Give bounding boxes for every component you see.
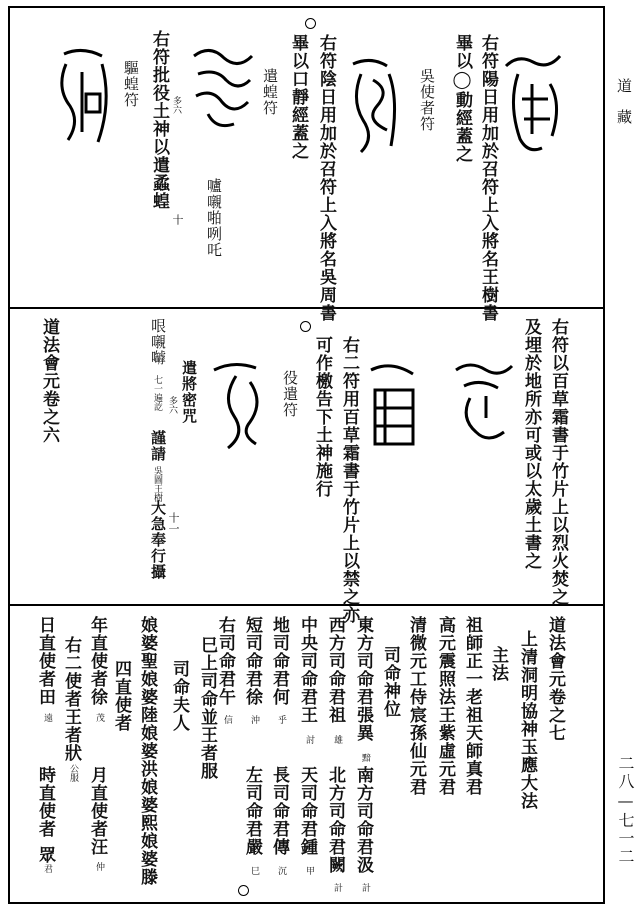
deity-line: 年直使者徐: [87, 616, 107, 706]
deity-line: 祖師正一老祖天師真君: [462, 616, 482, 796]
heading: 主法: [488, 646, 508, 682]
deity-line: 右二使者王者狀: [61, 636, 81, 762]
heading: 司命夫人: [169, 660, 189, 732]
punct-dot: [300, 321, 311, 332]
deity-line: 地司命君何: [269, 616, 289, 706]
text-column: 右符陽日用加於召符上入將名王樹書: [478, 34, 498, 322]
text-column: 畢以口靜經蓋之: [288, 34, 308, 160]
section-divider-1: [8, 307, 605, 309]
deity-line: 娘婆聖娘婆陸娘婆洪娘婆熙娘婆滕: [137, 616, 157, 886]
deity-line: 高元震照法王紫虛元君: [435, 616, 455, 796]
small-note: 乎: [276, 715, 286, 724]
heading: 司命神位: [380, 646, 400, 718]
deity-line: 巳上司命並王者服: [197, 636, 217, 780]
deity-line: 月直使者汪: [87, 766, 107, 856]
small-note: 公服: [68, 764, 78, 782]
text-column: 畢以◯動經蓋之: [452, 34, 472, 163]
small-note: 沉: [276, 866, 286, 875]
text-column: 及埋於地所亦可或以太歲土書之: [521, 318, 541, 570]
talisman-caption: 遣將密咒: [180, 360, 198, 424]
talisman-glyph-qian-2: [206, 352, 270, 452]
deity-line: 東方司命君張異: [353, 616, 373, 742]
small-note: 仲: [94, 862, 104, 871]
chant-text: 謹請: [149, 430, 167, 462]
talisman-caption: 吳使者符: [418, 68, 436, 132]
chant-text: 大急奉行攝: [149, 500, 167, 580]
deity-line: 天司命君鍾: [297, 766, 317, 856]
small-note: 甲: [304, 866, 314, 875]
deity-line: 清微元工侍宸孫仙元君: [406, 616, 426, 796]
chapter-end-title: 道法會元卷之六: [39, 318, 59, 444]
source-title: 道藏: [615, 78, 633, 140]
deity-line: 右司命君午: [215, 616, 235, 706]
text-column: 右符以百草霜書于竹片上以烈火焚之: [548, 318, 568, 606]
small-note: 遠: [42, 713, 52, 722]
deity-line: 短司命君徐: [242, 616, 262, 706]
text-column: 右二符用百草霜書于竹片上以禁之亦: [339, 336, 359, 624]
deity-line: 眾: [35, 846, 55, 864]
talisman-caption: 遣蝗符: [261, 68, 279, 116]
page-number: 二八—七一二: [616, 755, 635, 866]
mark: 十一: [167, 512, 180, 534]
subtitle: 上清洞明協神玉應大法: [517, 630, 537, 810]
small-note: 巳: [249, 866, 259, 875]
deity-line: 北方司命君闕: [325, 766, 345, 874]
talisman-glyph-wang: [498, 44, 568, 164]
chant-text: 哏嚫嚹: [149, 318, 167, 366]
section-divider-2: [8, 604, 605, 606]
small-note: 計: [332, 883, 342, 892]
talisman-glyph-qian: [186, 40, 258, 135]
talisman-glyph-wu: [343, 50, 403, 160]
punct-dot: [238, 885, 249, 896]
chapter-title: 道法會元卷之七: [545, 616, 565, 742]
text-column: 右符批役土神以遣蟊蝗: [149, 30, 169, 210]
talisman-glyph-jin: [361, 360, 425, 460]
small-note: 雄: [332, 735, 342, 744]
text-column: 可作檄告下土神施行: [312, 336, 332, 498]
small-note: 茂: [94, 713, 104, 722]
small-note: 黯: [360, 753, 370, 762]
talisman-caption: 驅蝗符: [122, 60, 140, 108]
deity-line: 時直使者: [35, 766, 55, 838]
small-note: 多六: [167, 396, 177, 414]
talisman-glyph-qu: [52, 42, 114, 152]
mark: 十: [171, 214, 184, 225]
small-note: 沖: [249, 715, 259, 724]
small-note: 君: [42, 864, 52, 873]
deity-line: 南方司命君汲: [353, 766, 373, 874]
text-column: 右符陰日用加於召符上入將名吳周書: [316, 34, 336, 322]
heading: 四直使者: [111, 660, 131, 732]
small-note: 多六: [171, 96, 181, 114]
deity-line: 中央司命君王: [297, 616, 317, 724]
chant-text: 嚧嚫啪咧吒: [205, 178, 223, 258]
deity-line: 左司命君嚴: [242, 766, 262, 856]
talisman-glyph-yi: [450, 348, 516, 452]
chant-note: 七一遍訖: [152, 375, 162, 411]
small-note: 討: [304, 735, 314, 744]
small-note: 信: [222, 715, 232, 724]
deity-line: 西方司命君祖: [325, 616, 345, 724]
talisman-caption: 役遣符: [281, 370, 299, 418]
deity-line: 長司命君傳: [269, 766, 289, 856]
punct-dot: [305, 18, 316, 29]
deity-line: 日直使者田: [35, 616, 55, 706]
small-note: 計: [360, 883, 370, 892]
chant-note: 吳圖王樹: [152, 466, 162, 502]
